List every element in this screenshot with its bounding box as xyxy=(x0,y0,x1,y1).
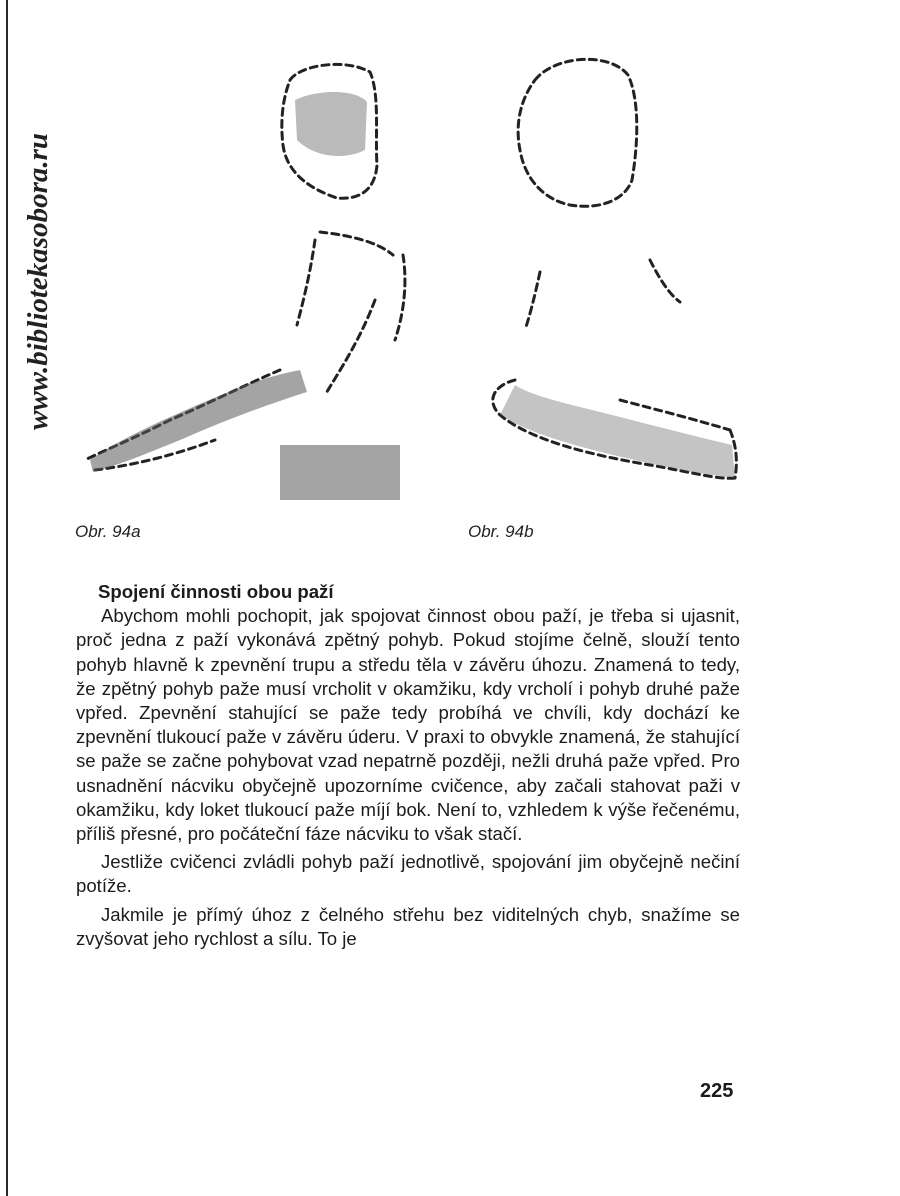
section-title: Spojení činnosti obou paží xyxy=(98,581,334,602)
paragraph-3: Jakmile je přímý úhoz z čelného střehu bez viditelných chyb, snažíme se zvyšovat jeho rychlost a sílu. To je xyxy=(76,903,740,949)
paragraph-1: Abychom mohli pochopit, jak spojovat činnost obou paží, je třeba si ujasnit, proč jedna z paží vykonává zpětný pohyb. Pokud stojíme čelně, slouží tento pohyb hlavně k zpevnění trupu a středu těla v závěru úhozu. Znamená to tedy, že zpětný pohyb paže musí vrcholit v okamžiku, kdy vrcholí i pohyb druhé paže vpřed. Zpevnění stahující se paže tedy probíhá ve chvíli, kdy dochází ke zpevnění tlukoucí paže v závěru úderu. V praxi to obvykle znamená, že stahující se paže se začne pohybovat vzad nepatrně později, nežli druhá paže vpřed. Pro usnadnění nácviku obyčejně upozorníme cvičence, aby začali stahovat paži v okamžiku, kdy loket tlukoucí paže míjí bok. Není to, vzhledem k výše řečenému, příliš přesné, pro počáteční fáze nácviku to však stačí. xyxy=(76,605,740,845)
watermark-text: www.bibliotekasobora.ru xyxy=(22,132,54,430)
figure-94a-illustration xyxy=(75,40,415,510)
figure-94b-caption: Obr. 94b xyxy=(468,522,534,541)
figure-94b xyxy=(460,40,750,510)
page-edge-line xyxy=(6,0,8,1196)
page-number: 225 xyxy=(700,1080,734,1102)
paragraph-2: Jestliže cvičenci zvládli pohyb paží jednotlivě, spojování jim obyčejně nečiní potíže. xyxy=(76,851,740,897)
figure-94a xyxy=(75,40,415,510)
figure-94a-caption: Obr. 94a xyxy=(75,522,141,541)
figure-94b-illustration xyxy=(460,40,750,510)
body-text xyxy=(76,580,740,951)
